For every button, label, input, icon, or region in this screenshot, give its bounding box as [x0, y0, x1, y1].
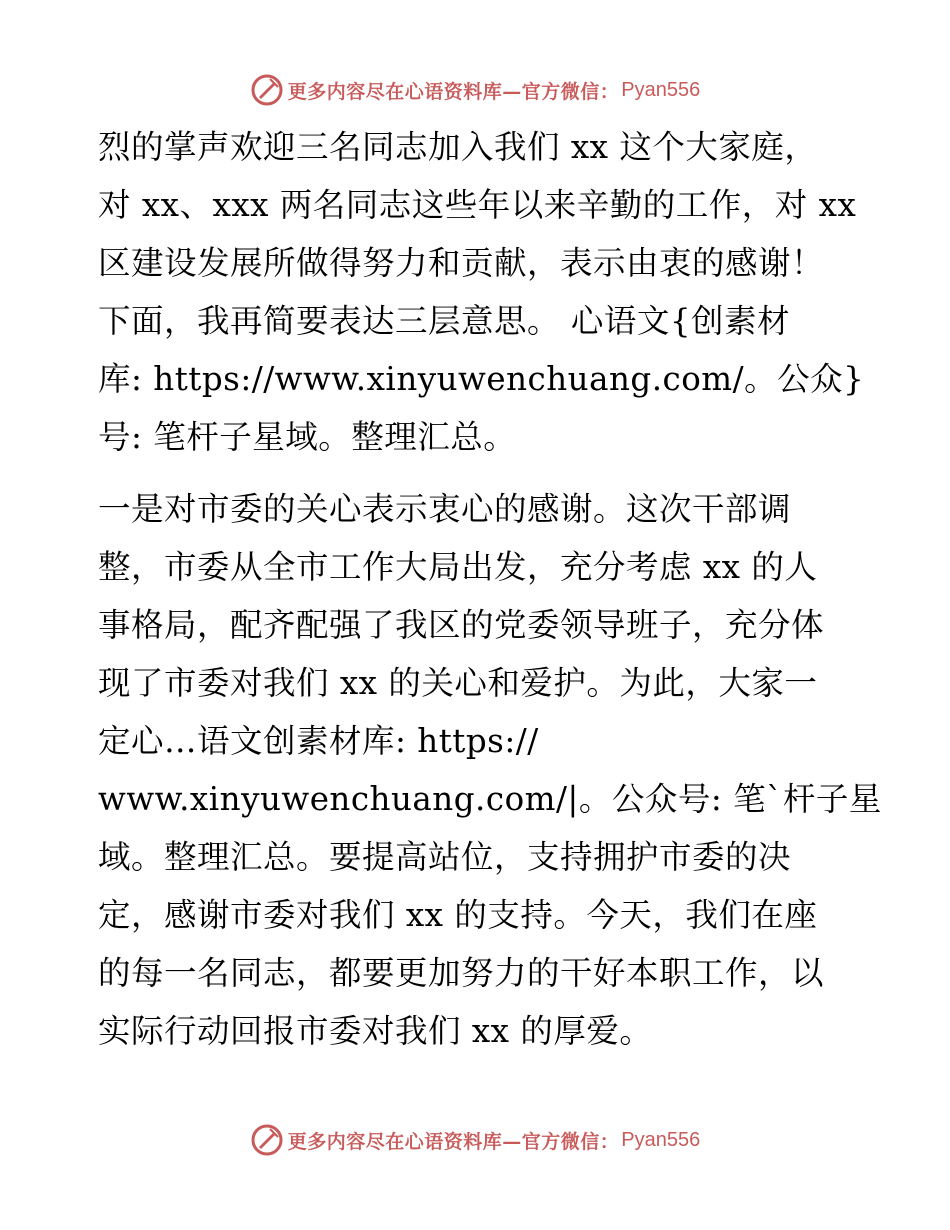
banner-wechat-id: Pyan556 — [621, 1128, 701, 1151]
text-line: www.xinyuwenchuang.com/|。公众号: 笔`杆子星 — [98, 780, 882, 818]
text-line: 区建设发展所做得努力和贡献，表示由衷的感谢！ — [98, 244, 825, 282]
text-line: 定心…语文创素材库: https:// — [98, 722, 539, 760]
banner-text: 更多内容尽在心语资料库—官方微信： — [287, 1130, 620, 1153]
text-line: 实际行动回报市委对我们 xx 的厚爱。 — [98, 1012, 653, 1050]
paragraph-gap — [98, 466, 878, 480]
text-line: 定，感谢市委对我们 xx 的支持。今天，我们在座 — [98, 896, 818, 934]
text-line: 一是对市委的关心表示衷心的感谢。这次干部调 — [98, 490, 792, 528]
text-line: 的每一名同志，都要更加努力的干好本职工作，以 — [98, 954, 825, 992]
text-line: 事格局，配齐配强了我区的党委领导班子，充分体 — [98, 606, 825, 644]
quill-logo-icon — [250, 73, 284, 107]
header-banner — [0, 70, 950, 110]
footer-banner — [0, 1120, 950, 1160]
quill-logo-icon — [250, 1123, 284, 1157]
text-line: 域。整理汇总。要提高站位，支持拥护市委的决 — [98, 838, 792, 876]
banner-wechat-id: Pyan556 — [621, 78, 701, 101]
paragraph-1 — [98, 118, 878, 466]
text-line: 号: 笔杆子星域。整理汇总。 — [98, 418, 517, 456]
paragraph-2 — [98, 480, 882, 1060]
text-line: 烈的掌声欢迎三名同志加入我们 xx 这个大家庭， — [98, 128, 818, 166]
text-line: 现了市委对我们 xx 的关心和爱护。为此，大家一 — [98, 664, 818, 702]
banner-text: 更多内容尽在心语资料库—官方微信： — [287, 80, 620, 103]
text-line: 整，市委从全市工作大局出发，充分考虑 xx 的人 — [98, 548, 818, 586]
document-body — [98, 118, 882, 1060]
text-line: 下面，我再简要表达三层意思。 心语文{创素材 — [98, 302, 791, 340]
text-line: 库: https://www.xinyuwenchuang.com/。公众} — [98, 360, 865, 398]
text-line: 对 xx、xxx 两名同志这些年以来辛勤的工作，对 xx — [98, 186, 857, 224]
